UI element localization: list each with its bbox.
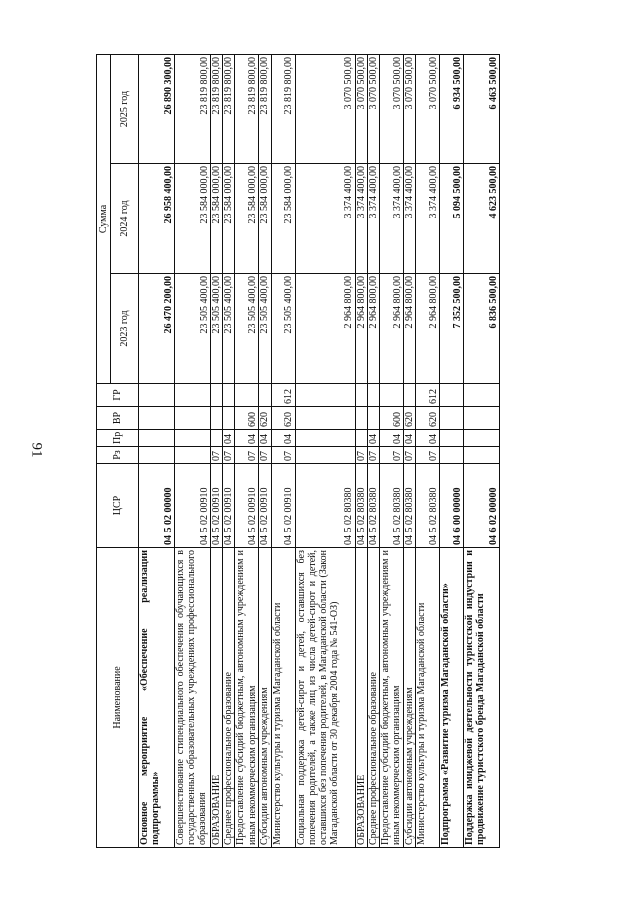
row-gr (295, 384, 355, 407)
row-2023: 6 836 500,00 (464, 274, 500, 384)
row-rz: 07 (271, 447, 295, 464)
row-vr (211, 407, 223, 430)
row-2023: 26 470 200,00 (139, 274, 175, 384)
row-2025: 23 819 800,00 (271, 55, 295, 164)
row-gr (367, 384, 379, 407)
row-gr (403, 384, 415, 407)
row-csr: 04 5 02 80380 (379, 464, 403, 548)
row-2025: 23 819 800,00 (259, 55, 271, 164)
table-row (223, 55, 235, 848)
row-name: ОБРАЗОВАНИЕ (355, 548, 367, 848)
row-vr (440, 407, 464, 430)
row-2024: 3 374 400,00 (295, 164, 355, 274)
table-row (235, 55, 259, 848)
header-year-2023: 2023 год (111, 274, 139, 384)
header-csr: ЦСР (97, 464, 139, 548)
row-name: Среднее профессиональное образование (223, 548, 235, 848)
row-2024: 23 584 000,00 (223, 164, 235, 274)
row-vr: 620 (403, 407, 415, 430)
row-2023: 2 964 800,00 (295, 274, 355, 384)
header-vr: ВР (97, 407, 139, 430)
row-vr (367, 407, 379, 430)
row-rz: 07 (211, 447, 223, 464)
row-gr (379, 384, 403, 407)
row-2023: 2 964 800,00 (355, 274, 367, 384)
row-2024: 3 374 400,00 (403, 164, 415, 274)
row-gr (175, 384, 211, 407)
row-2023: 2 964 800,00 (367, 274, 379, 384)
row-rz (295, 447, 355, 464)
row-2024: 3 374 400,00 (416, 164, 440, 274)
row-gr (355, 384, 367, 407)
row-2025: 23 819 800,00 (223, 55, 235, 164)
table-row (211, 55, 223, 848)
row-rz: 07 (259, 447, 271, 464)
row-rz (139, 447, 175, 464)
row-csr: 04 5 02 00910 (223, 464, 235, 548)
row-2023: 23 505 400,00 (211, 274, 223, 384)
header-pr: Пр (97, 430, 139, 447)
table-row (271, 55, 295, 848)
row-csr: 04 5 02 00910 (175, 464, 211, 548)
row-2025: 23 819 800,00 (235, 55, 259, 164)
row-name: ОБРАЗОВАНИЕ (211, 548, 223, 848)
row-gr (440, 384, 464, 407)
row-vr: 600 (379, 407, 403, 430)
row-2023: 23 505 400,00 (175, 274, 211, 384)
row-name: Поддержка имиджевой деятельности туристской индустрии и продвижение туристского бренда Магаданской области (464, 548, 500, 848)
row-name: Совершенствование стипендиального обеспечения обучающихся в государственных образовательных учреждениях профессионального образования (175, 548, 211, 848)
row-gr (139, 384, 175, 407)
row-csr: 04 5 02 00910 (271, 464, 295, 548)
row-2024: 4 623 500,00 (464, 164, 500, 274)
row-2024: 23 584 000,00 (175, 164, 211, 274)
row-2025: 6 934 500,00 (440, 55, 464, 164)
row-pr (211, 430, 223, 447)
row-2025: 3 070 500,00 (403, 55, 415, 164)
row-vr (464, 407, 500, 430)
row-2023: 23 505 400,00 (235, 274, 259, 384)
row-name: Министерство культуры и туризма Магаданской области (416, 548, 440, 848)
row-csr: 04 5 02 00000 (139, 464, 175, 548)
table-row (139, 55, 175, 848)
row-gr (464, 384, 500, 407)
row-vr (175, 407, 211, 430)
row-pr: 04 (367, 430, 379, 447)
row-2024: 3 374 400,00 (367, 164, 379, 274)
row-csr: 04 5 02 80380 (367, 464, 379, 548)
row-rz: 07 (223, 447, 235, 464)
row-2025: 26 890 300,00 (139, 55, 175, 164)
row-pr (139, 430, 175, 447)
row-csr: 04 5 02 80380 (355, 464, 367, 548)
table-row (464, 55, 500, 848)
row-2023: 23 505 400,00 (223, 274, 235, 384)
row-vr: 620 (259, 407, 271, 430)
budget-table (96, 54, 500, 848)
row-pr (440, 430, 464, 447)
row-gr (211, 384, 223, 407)
row-name: Среднее профессиональное образование (367, 548, 379, 848)
row-pr: 04 (416, 430, 440, 447)
row-2024: 23 584 000,00 (235, 164, 259, 274)
row-2023: 23 505 400,00 (259, 274, 271, 384)
row-2024: 3 374 400,00 (379, 164, 403, 274)
table-row (355, 55, 367, 848)
row-csr: 04 6 02 00000 (464, 464, 500, 548)
row-gr: 612 (271, 384, 295, 407)
row-rz: 07 (235, 447, 259, 464)
row-pr (295, 430, 355, 447)
row-pr: 04 (403, 430, 415, 447)
row-name: Подпрограмма «Развитие туризма Магаданской области» (440, 548, 464, 848)
row-rz: 07 (416, 447, 440, 464)
table-row (295, 55, 355, 848)
header-rz: Рз (97, 447, 139, 464)
row-csr: 04 5 02 80380 (416, 464, 440, 548)
row-vr: 620 (271, 407, 295, 430)
row-csr: 04 5 02 80380 (295, 464, 355, 548)
row-name: Предоставление субсидий бюджетным, автономным учреждениям и иным некоммерческим организациям (235, 548, 259, 848)
row-rz (175, 447, 211, 464)
row-name: Министерство культуры и туризма Магаданской области (271, 548, 295, 848)
row-2025: 3 070 500,00 (367, 55, 379, 164)
row-pr: 04 (271, 430, 295, 447)
row-2025: 3 070 500,00 (416, 55, 440, 164)
page-number: 91 (28, 442, 45, 458)
row-csr: 04 5 02 00910 (211, 464, 223, 548)
row-gr (223, 384, 235, 407)
row-name: Социальная поддержка детей-сирот и детей, оставшихся без попечения родителей, а также лиц из числа детей-сирот и детей, оставшихся без попечения родителей, в Магаданской области (Закон Магаданской области от 30 декабря 2004 года № 541-ОЗ) (295, 548, 355, 848)
row-vr (223, 407, 235, 430)
row-2025: 3 070 500,00 (379, 55, 403, 164)
row-gr (235, 384, 259, 407)
row-csr: 04 5 02 80380 (403, 464, 415, 548)
row-csr: 04 5 02 00910 (235, 464, 259, 548)
row-rz (464, 447, 500, 464)
row-pr: 04 (259, 430, 271, 447)
row-rz: 07 (379, 447, 403, 464)
row-pr (175, 430, 211, 447)
row-pr (464, 430, 500, 447)
rotated-table-wrapper (96, 55, 499, 848)
row-2024: 3 374 400,00 (355, 164, 367, 274)
table-row (440, 55, 464, 848)
row-vr (355, 407, 367, 430)
table-row (175, 55, 211, 848)
row-2024: 23 584 000,00 (271, 164, 295, 274)
row-2023: 2 964 800,00 (403, 274, 415, 384)
row-2025: 3 070 500,00 (295, 55, 355, 164)
row-2025: 23 819 800,00 (211, 55, 223, 164)
row-2024: 23 584 000,00 (211, 164, 223, 274)
header-year-2024: 2024 год (111, 164, 139, 274)
row-rz: 07 (355, 447, 367, 464)
row-pr (355, 430, 367, 447)
table-row (367, 55, 379, 848)
row-name: Субсидии автономным учреждениям (403, 548, 415, 848)
row-csr: 04 5 02 00910 (259, 464, 271, 548)
row-rz: 07 (403, 447, 415, 464)
header-year-2025: 2025 год (111, 55, 139, 164)
row-2023: 23 505 400,00 (271, 274, 295, 384)
row-vr (295, 407, 355, 430)
row-2025: 23 819 800,00 (175, 55, 211, 164)
row-name: Субсидии автономным учреждениям (259, 548, 271, 848)
row-pr: 04 (379, 430, 403, 447)
row-vr (139, 407, 175, 430)
row-2024: 26 958 400,00 (139, 164, 175, 274)
table-row (403, 55, 415, 848)
row-name: Предоставление субсидий бюджетным, автономным учреждениям и иным некоммерческим организациям (379, 548, 403, 848)
row-vr: 600 (235, 407, 259, 430)
row-2023: 2 964 800,00 (379, 274, 403, 384)
header-sum: Сумма (97, 55, 111, 384)
header-name: Наименование (97, 548, 139, 848)
row-rz: 07 (367, 447, 379, 464)
row-gr (259, 384, 271, 407)
row-csr: 04 6 00 00000 (440, 464, 464, 548)
row-2024: 23 584 000,00 (259, 164, 271, 274)
row-name: Основное мероприятие «Обеспечение реализации подпрограммы» (139, 548, 175, 848)
row-pr: 04 (235, 430, 259, 447)
header-gr: ГР (97, 384, 139, 407)
row-2024: 5 094 500,00 (440, 164, 464, 274)
row-2023: 7 352 500,00 (440, 274, 464, 384)
table-row (259, 55, 271, 848)
row-pr: 04 (223, 430, 235, 447)
row-vr: 620 (416, 407, 440, 430)
row-2025: 6 463 500,00 (464, 55, 500, 164)
table-row (379, 55, 403, 848)
row-2025: 3 070 500,00 (355, 55, 367, 164)
row-rz (440, 447, 464, 464)
row-2023: 2 964 800,00 (416, 274, 440, 384)
row-gr: 612 (416, 384, 440, 407)
table-row (416, 55, 440, 848)
